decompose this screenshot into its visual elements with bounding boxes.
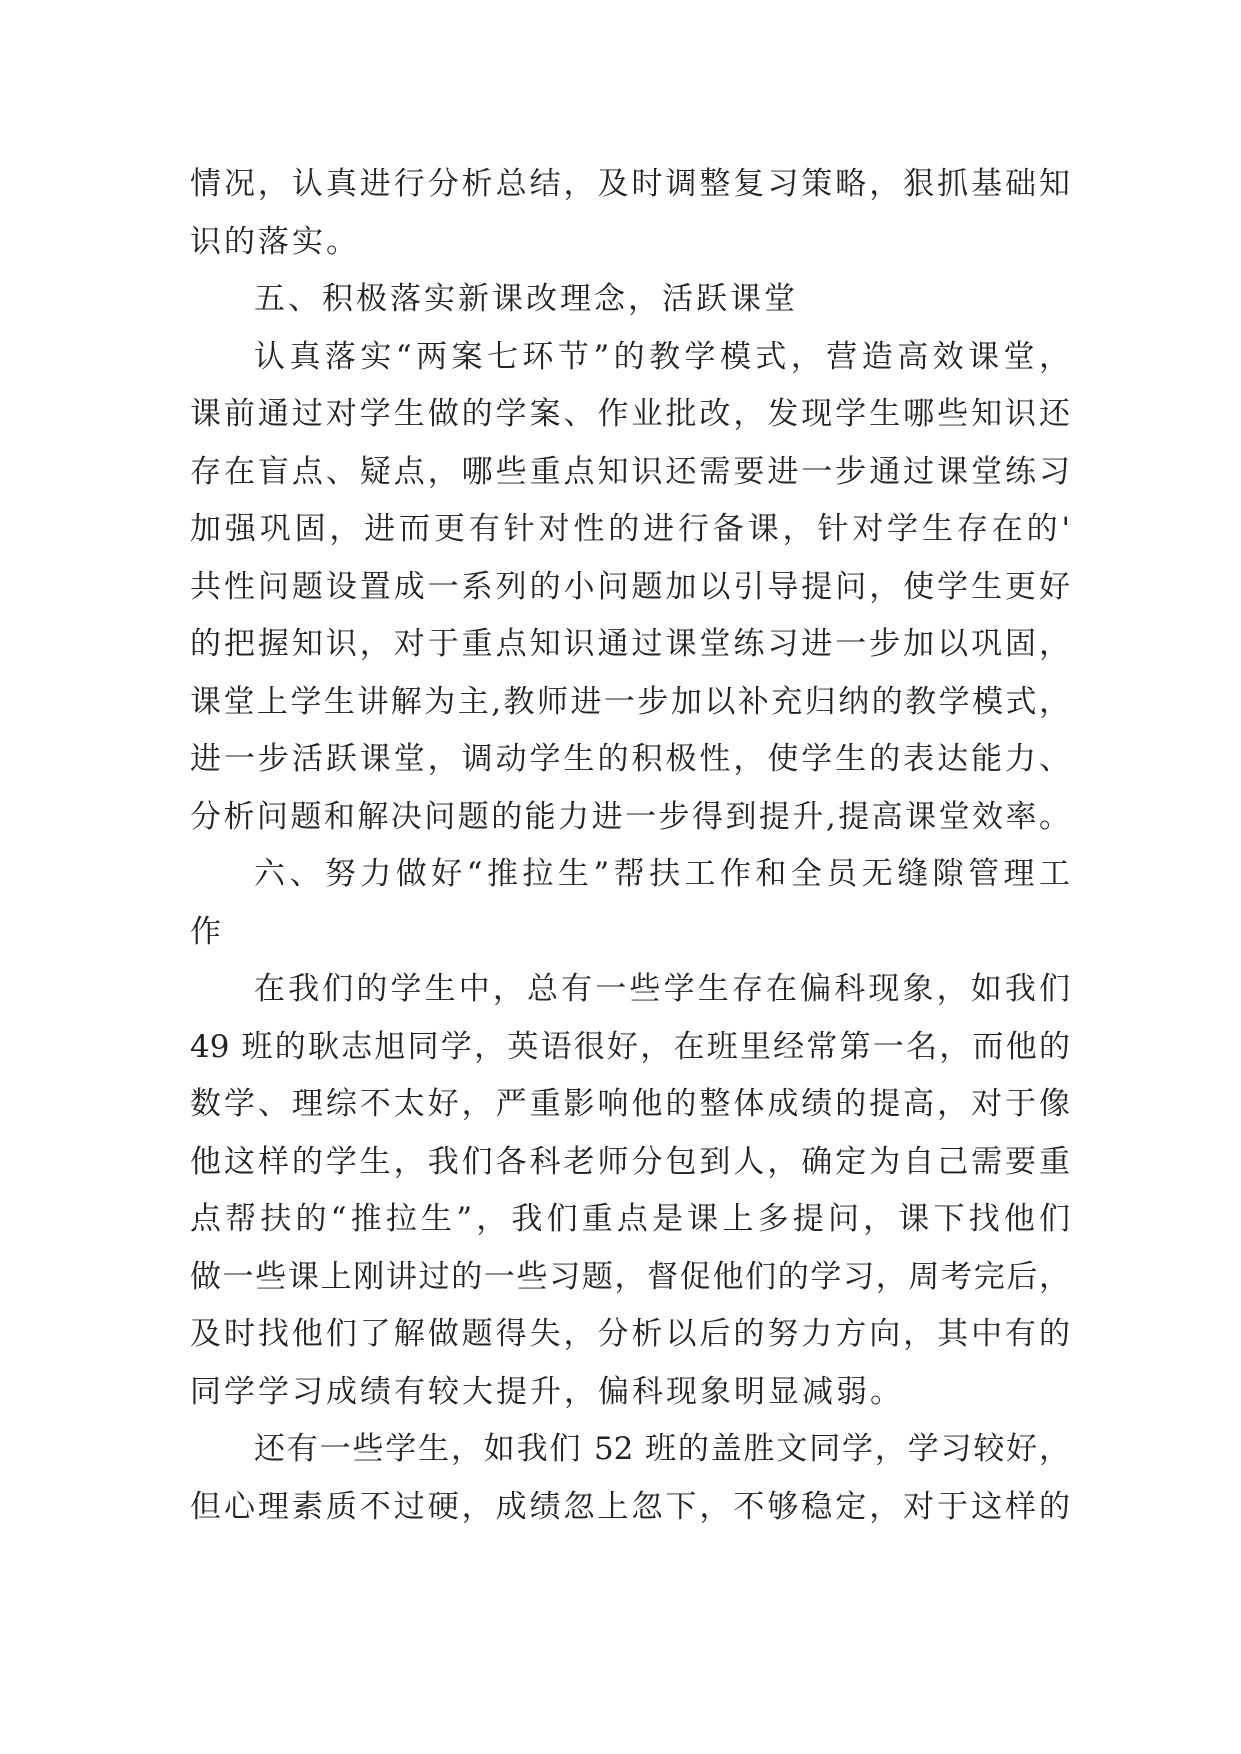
text-line: 存在盲点、疑点，哪些重点知识还需要进一步通过课堂练习	[190, 453, 1070, 490]
text-line: 进一步活跃课堂，调动学生的积极性，使学生的表达能力、	[190, 741, 1070, 777]
text-line: 49 班的耿志旭同学，英语很好，在班里经常第一名，而他的	[190, 1028, 1070, 1065]
text-line: 做一些课上刚讲过的一些习题，督促他们的学习，周考完后，	[190, 1258, 1070, 1295]
text-line: 及时找他们了解做题得失，分析以后的努力方向，其中有的	[190, 1316, 1070, 1352]
text-line: 课堂上学生讲解为主,教师进一步加以补充归纳的教学模式，	[190, 683, 1070, 720]
text-line: 还有一些学生，如我们 52 班的盖胜文同学，学习较好，	[254, 1431, 1070, 1467]
text-line: 同学学习成绩有较大提升，偏科现象明显减弱。	[190, 1373, 904, 1410]
text-line: 点帮扶的“推拉生”，我们重点是课上多提问，课下找他们	[190, 1201, 1070, 1237]
text-line: 加强巩固，进而更有针对性的进行备课，针对学生存在的'	[190, 511, 1070, 547]
text-line: 数学、理综不太好，严重影响他的整体成绩的提高，对于像	[190, 1086, 1070, 1122]
text-line: 他这样的学生，我们各科老师分包到人，确定为自己需要重	[190, 1143, 1070, 1180]
section-heading-continued: 作	[190, 913, 224, 950]
document-body	[190, 156, 1070, 1536]
text-line: 在我们的学生中，总有一些学生存在偏科现象，如我们	[254, 971, 1070, 1007]
section-heading: 六、努力做好“推拉生”帮扶工作和全员无缝隙管理工	[254, 856, 1070, 892]
text-line: 识的落实。	[190, 223, 360, 260]
text-line: 认真落实“两案七环节”的教学模式，营造高效课堂，	[254, 338, 1070, 375]
text-line: 的把握知识，对于重点知识通过课堂练习进一步加以巩固，	[190, 626, 1070, 662]
text-line: 分析问题和解决问题的能力进一步得到提升,提高课堂效率。	[190, 798, 1070, 835]
text-line: 共性问题设置成一系列的小问题加以引导提问，使学生更好	[190, 568, 1070, 605]
text-line: 课前通过对学生做的学案、作业批改，发现学生哪些知识还	[190, 396, 1070, 432]
text-line: 情况，认真进行分析总结，及时调整复习策略，狠抓基础知	[190, 166, 1070, 202]
text-line: 但心理素质不过硬，成绩忽上忽下，不够稳定，对于这样的	[190, 1488, 1070, 1525]
section-heading: 五、积极落实新课改理念，活跃课堂	[254, 281, 798, 317]
